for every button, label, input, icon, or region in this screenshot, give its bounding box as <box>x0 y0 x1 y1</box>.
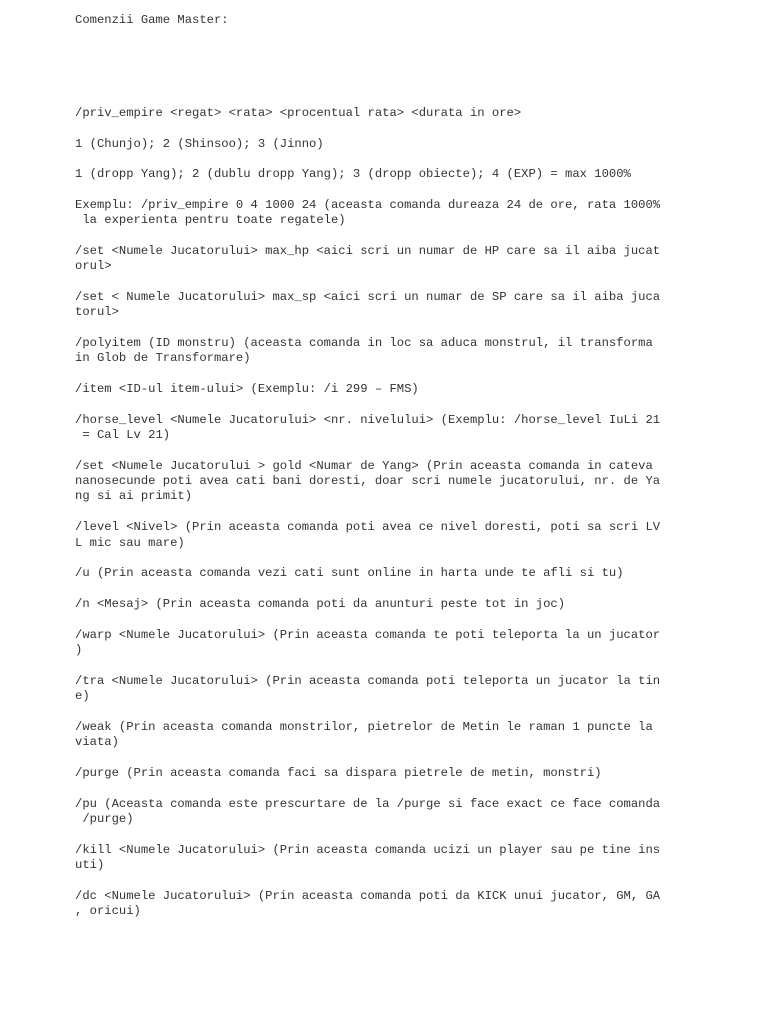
text-line: /purge) <box>75 812 134 826</box>
text-line: /dc <Numele Jucatorului> (Prin aceasta comanda poti da KICK unui jucator, GM, GA <box>75 889 661 903</box>
text-line: 1 (dropp Yang); 2 (dublu dropp Yang); 3 (dropp obiecte); 4 (EXP) = max 1000% <box>75 167 631 181</box>
text-line: viata) <box>75 735 119 749</box>
text-line: /item <ID-ul item-ului> (Exemplu: /i 299 – FMS) <box>75 382 419 396</box>
text-line: /set <Numele Jucatorului> max_hp <aici scri un numar de HP care sa il aiba jucat <box>75 244 661 258</box>
text-line: ) <box>75 643 83 657</box>
text-line: /warp <Numele Jucatorului> (Prin aceasta comanda te poti teleporta la un jucator <box>75 628 661 642</box>
text-line: /set <Numele Jucatorului > gold <Numar de Yang> (Prin aceasta comanda in cateva <box>75 459 653 473</box>
text-line: uti) <box>75 858 105 872</box>
text-line: in Glob de Transformare) <box>75 351 251 365</box>
text-line: = Cal Lv 21) <box>75 428 171 442</box>
text-line: /purge (Prin aceasta comanda faci sa dispara pietrele de metin, monstri) <box>75 766 602 780</box>
text-line: , oricui) <box>75 904 141 918</box>
document-title: Comenzii Game Master: <box>75 13 229 27</box>
text-line: /n <Mesaj> (Prin aceasta comanda poti da anunturi peste tot in joc) <box>75 597 566 611</box>
text-line: nanosecunde poti avea cati bani doresti, doar scri numele jucatorului, nr. de Ya <box>75 474 661 488</box>
text-line: /level <Nivel> (Prin aceasta comanda poti avea ce nivel doresti, poti sa scri LV <box>75 520 661 534</box>
text-line: /horse_level <Numele Jucatorului> <nr. nivelului> (Exemplu: /horse_level IuLi 21 <box>75 413 661 427</box>
text-line: /tra <Numele Jucatorului> (Prin aceasta comanda poti teleporta un jucator la tin <box>75 674 661 688</box>
text-line: e) <box>75 689 90 703</box>
text-line: orul> <box>75 259 112 273</box>
text-line: L mic sau mare) <box>75 536 185 550</box>
text-line: /polyitem (ID monstru) (aceasta comanda in loc sa aduca monstrul, il transforma <box>75 336 653 350</box>
text-line: ng si ai primit) <box>75 489 193 503</box>
text-line: /weak (Prin aceasta comanda monstrilor, pietrelor de Metin le raman 1 puncte la <box>75 720 653 734</box>
text-line: /pu (Aceasta comanda este prescurtare de la /purge si face exact ce face comanda <box>75 797 661 811</box>
text-line: /kill <Numele Jucatorului> (Prin aceasta comanda ucizi un player sau pe tine ins <box>75 843 661 857</box>
text-line: /set < Numele Jucatorului> max_sp <aici scri un numar de SP care sa il aiba juca <box>75 290 661 304</box>
text-line: Exemplu: /priv_empire 0 4 1000 24 (aceasta comanda dureaza 24 de ore, rata 1000% <box>75 198 661 212</box>
text-line: torul> <box>75 305 119 319</box>
text-line: /u (Prin aceasta comanda vezi cati sunt online in harta unde te afli si tu) <box>75 566 624 580</box>
text-line: /priv_empire <regat> <rata> <procentual rata> <durata in ore> <box>75 106 522 120</box>
text-line: 1 (Chunjo); 2 (Shinsoo); 3 (Jinno) <box>75 137 324 151</box>
text-line: la experienta pentru toate regatele) <box>75 213 346 227</box>
